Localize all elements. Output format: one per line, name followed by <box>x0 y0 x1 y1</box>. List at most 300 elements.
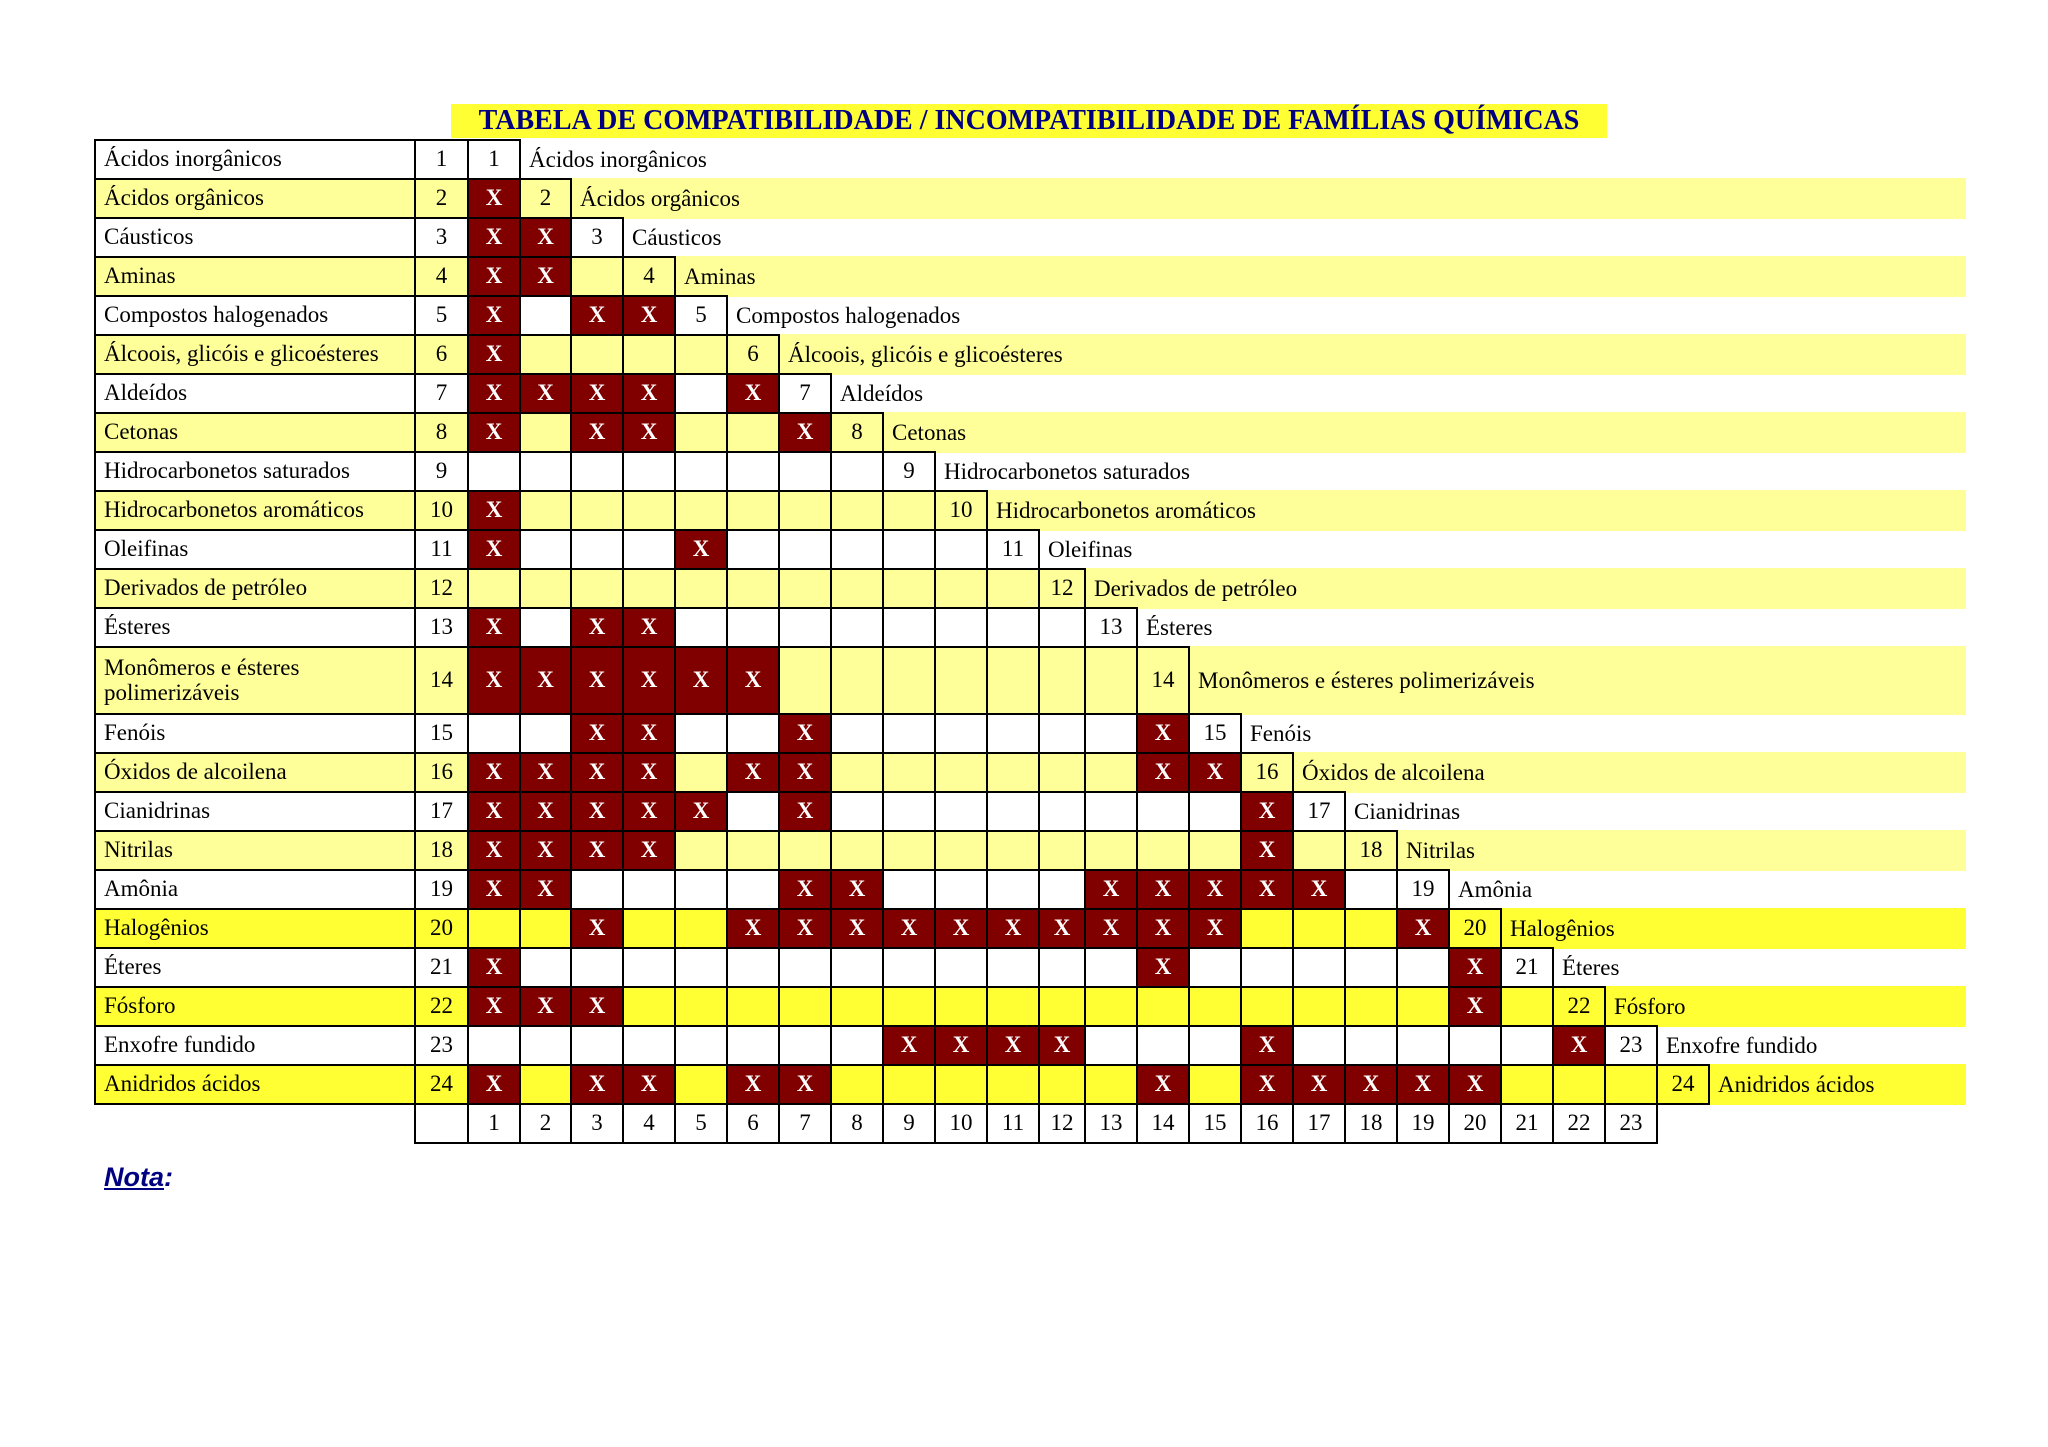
diagonal-label-12: Derivados de petróleo <box>1094 575 1298 601</box>
diagonal-label-4: Aminas <box>684 263 756 289</box>
matrix-cell <box>934 529 988 570</box>
column-number-21: 21 <box>1500 1103 1554 1144</box>
diagonal-number-21: 21 <box>1500 947 1554 988</box>
diagonal-number-5: 5 <box>674 295 728 336</box>
family-number-16: 16 <box>414 752 469 793</box>
matrix-cell <box>1038 947 1086 988</box>
matrix-cell <box>1084 1025 1138 1066</box>
matrix-cell <box>674 947 728 988</box>
family-number-4: 4 <box>414 256 469 297</box>
family-name-21: Éteres <box>94 947 416 988</box>
matrix-cell <box>1500 1064 1554 1105</box>
matrix-cell <box>1396 986 1450 1027</box>
incompatible-mark: X <box>519 217 572 258</box>
diagonal-number-2: 2 <box>519 178 572 219</box>
family-name-4: Aminas <box>94 256 416 297</box>
incompatible-mark: X <box>570 791 624 832</box>
incompatible-mark: X <box>934 908 988 949</box>
diagonal-label-20: Halogênios <box>1510 915 1615 941</box>
incompatible-mark: X <box>674 646 728 715</box>
matrix-cell <box>519 947 572 988</box>
diagonal-label-14: Monômeros e ésteres polimerizáveis <box>1198 667 1535 693</box>
matrix-cell <box>674 752 728 793</box>
matrix-cell <box>882 529 936 570</box>
family-number-22: 22 <box>414 986 469 1027</box>
diagonal-number-22: 22 <box>1552 986 1606 1027</box>
incompatible-mark: X <box>934 1025 988 1066</box>
incompatible-mark: X <box>467 178 521 219</box>
matrix-cell <box>726 607 780 648</box>
matrix-cell <box>1396 947 1450 988</box>
family-number-15: 15 <box>414 713 469 754</box>
diagonal-label-5: Compostos halogenados <box>736 302 961 328</box>
matrix-cell <box>726 869 780 910</box>
diagonal-number-19: 19 <box>1396 869 1450 910</box>
incompatible-mark: X <box>1136 713 1190 754</box>
diagonal-number-17: 17 <box>1292 791 1346 832</box>
matrix-cell <box>934 752 988 793</box>
matrix-cell <box>830 986 884 1027</box>
matrix-cell <box>570 947 624 988</box>
matrix-cell <box>882 947 936 988</box>
incompatible-mark: X <box>622 646 676 715</box>
matrix-cell <box>934 568 988 609</box>
matrix-cell <box>726 529 780 570</box>
matrix-cell <box>674 1064 728 1105</box>
diagonal-label-15: Fenóis <box>1250 720 1312 746</box>
column-number-18: 18 <box>1344 1103 1398 1144</box>
matrix-cell <box>1240 947 1294 988</box>
incompatible-mark: X <box>726 646 780 715</box>
incompatible-mark: X <box>519 791 572 832</box>
incompatible-mark: X <box>467 373 521 414</box>
incompatible-mark: X <box>467 869 521 910</box>
column-number-10: 10 <box>934 1103 988 1144</box>
incompatible-mark: X <box>622 1064 676 1105</box>
diagonal-label-10: Hidrocarbonetos aromáticos <box>996 497 1256 523</box>
incompatible-mark: X <box>674 529 728 570</box>
matrix-cell <box>1038 791 1086 832</box>
incompatible-mark: X <box>1240 1064 1294 1105</box>
incompatible-mark: X <box>1396 1064 1450 1105</box>
incompatible-mark: X <box>519 986 572 1027</box>
diagonal-label-21: Éteres <box>1562 954 1620 980</box>
matrix-cell <box>882 568 936 609</box>
family-number-8: 8 <box>414 412 469 453</box>
diagonal-label-9: Hidrocarbonetos saturados <box>944 458 1190 484</box>
incompatible-mark: X <box>1188 752 1242 793</box>
family-number-14: 14 <box>414 646 469 715</box>
matrix-cell <box>1188 947 1242 988</box>
family-number-10: 10 <box>414 490 469 531</box>
matrix-cell <box>726 713 780 754</box>
matrix-cell <box>674 1025 728 1066</box>
matrix-cell <box>778 947 832 988</box>
family-number-2: 2 <box>414 178 469 219</box>
bottom-axis-blank <box>414 1103 469 1144</box>
matrix-cell <box>986 1064 1040 1105</box>
matrix-cell <box>726 947 780 988</box>
matrix-cell <box>986 947 1040 988</box>
matrix-cell <box>519 568 572 609</box>
matrix-cell <box>1136 830 1190 871</box>
incompatible-mark: X <box>1084 908 1138 949</box>
incompatible-mark: X <box>570 830 624 871</box>
incompatible-mark: X <box>778 752 832 793</box>
matrix-cell <box>467 713 521 754</box>
matrix-cell <box>1136 1025 1190 1066</box>
family-name-17: Cianidrinas <box>94 791 416 832</box>
diagonal-label-1: Ácidos inorgânicos <box>529 146 707 172</box>
matrix-cell <box>1344 869 1398 910</box>
incompatible-mark: X <box>1136 869 1190 910</box>
matrix-cell <box>622 490 676 531</box>
matrix-cell <box>674 830 728 871</box>
matrix-cell <box>674 869 728 910</box>
incompatible-mark: X <box>1240 830 1294 871</box>
incompatible-mark: X <box>570 713 624 754</box>
incompatible-mark: X <box>1240 1025 1294 1066</box>
matrix-cell <box>726 791 780 832</box>
matrix-cell <box>1344 908 1398 949</box>
matrix-cell <box>1084 947 1138 988</box>
diagonal-number-15: 15 <box>1188 713 1242 754</box>
matrix-cell <box>519 908 572 949</box>
column-number-9: 9 <box>882 1103 936 1144</box>
incompatible-mark: X <box>778 412 832 453</box>
matrix-cell <box>622 451 676 492</box>
family-number-7: 7 <box>414 373 469 414</box>
incompatible-mark: X <box>622 830 676 871</box>
matrix-cell <box>1344 986 1398 1027</box>
matrix-cell <box>830 529 884 570</box>
column-number-11: 11 <box>986 1103 1040 1144</box>
family-number-1: 1 <box>414 139 469 180</box>
matrix-cell <box>674 713 728 754</box>
matrix-cell <box>1038 830 1086 871</box>
matrix-cell <box>934 1064 988 1105</box>
matrix-cell <box>674 373 728 414</box>
matrix-cell <box>934 947 988 988</box>
diagonal-number-11: 11 <box>986 529 1040 570</box>
matrix-cell <box>570 334 624 375</box>
matrix-cell <box>519 1025 572 1066</box>
matrix-cell <box>519 451 572 492</box>
matrix-cell <box>674 908 728 949</box>
incompatible-mark: X <box>1448 986 1502 1027</box>
matrix-cell <box>830 1064 884 1105</box>
matrix-cell <box>986 869 1040 910</box>
matrix-cell <box>830 490 884 531</box>
diagonal-label-2: Ácidos orgânicos <box>580 185 740 211</box>
matrix-cell <box>778 451 832 492</box>
incompatible-mark: X <box>1292 1064 1346 1105</box>
matrix-cell <box>1084 713 1138 754</box>
matrix-cell <box>1344 1025 1398 1066</box>
column-number-2: 2 <box>519 1103 572 1144</box>
matrix-cell <box>1038 1064 1086 1105</box>
diagonal-number-14: 14 <box>1136 646 1190 715</box>
diagonal-number-4: 4 <box>622 256 676 297</box>
family-number-6: 6 <box>414 334 469 375</box>
incompatible-mark: X <box>986 1025 1040 1066</box>
incompatible-mark: X <box>778 869 832 910</box>
matrix-cell <box>519 490 572 531</box>
family-number-17: 17 <box>414 791 469 832</box>
incompatible-mark: X <box>519 830 572 871</box>
matrix-cell <box>1084 1064 1138 1105</box>
incompatible-mark: X <box>467 986 521 1027</box>
family-number-24: 24 <box>414 1064 469 1105</box>
incompatible-mark: X <box>467 646 521 715</box>
matrix-cell <box>519 295 572 336</box>
incompatible-mark: X <box>986 908 1040 949</box>
incompatible-mark: X <box>830 869 884 910</box>
incompatible-mark: X <box>882 908 936 949</box>
matrix-cell <box>726 490 780 531</box>
diagonal-number-13: 13 <box>1084 607 1138 648</box>
matrix-cell <box>467 908 521 949</box>
matrix-cell <box>1552 1064 1606 1105</box>
incompatible-mark: X <box>1136 947 1190 988</box>
matrix-cell <box>882 869 936 910</box>
incompatible-mark: X <box>467 1064 521 1105</box>
family-name-16: Óxidos de alcoilena <box>94 752 416 793</box>
page-title: TABELA DE COMPATIBILIDADE / INCOMPATIBILIDADE DE FAMÍLIAS QUÍMICAS <box>451 104 1607 138</box>
family-name-14: Monômeros e ésteres polimerizáveis <box>94 646 416 715</box>
diagonal-number-12: 12 <box>1038 568 1086 609</box>
family-name-2: Ácidos orgânicos <box>94 178 416 219</box>
matrix-cell <box>467 1025 521 1066</box>
matrix-cell <box>570 869 624 910</box>
incompatible-mark: X <box>467 295 521 336</box>
family-name-9: Hidrocarbonetos saturados <box>94 451 416 492</box>
matrix-cell <box>519 1064 572 1105</box>
matrix-cell <box>726 1025 780 1066</box>
matrix-cell <box>1188 986 1242 1027</box>
matrix-cell <box>570 451 624 492</box>
matrix-cell <box>1604 1064 1658 1105</box>
family-number-18: 18 <box>414 830 469 871</box>
matrix-cell <box>622 947 676 988</box>
diagonal-number-10: 10 <box>934 490 988 531</box>
diagonal-number-23: 23 <box>1604 1025 1658 1066</box>
incompatible-mark: X <box>570 986 624 1027</box>
matrix-cell <box>570 568 624 609</box>
column-number-16: 16 <box>1240 1103 1294 1144</box>
family-number-21: 21 <box>414 947 469 988</box>
matrix-cell <box>1038 986 1086 1027</box>
matrix-cell <box>778 529 832 570</box>
family-name-11: Oleifinas <box>94 529 416 570</box>
matrix-cell <box>986 986 1040 1027</box>
matrix-cell <box>467 568 521 609</box>
column-number-12: 12 <box>1038 1103 1086 1144</box>
matrix-cell <box>778 1025 832 1066</box>
incompatible-mark: X <box>622 412 676 453</box>
family-number-23: 23 <box>414 1025 469 1066</box>
matrix-cell <box>934 986 988 1027</box>
incompatible-mark: X <box>519 256 572 297</box>
diagonal-number-24: 24 <box>1656 1064 1710 1105</box>
diagonal-number-18: 18 <box>1344 830 1398 871</box>
diagonal-label-3: Cáusticos <box>632 224 722 250</box>
incompatible-mark: X <box>467 256 521 297</box>
matrix-cell <box>934 830 988 871</box>
family-name-10: Hidrocarbonetos aromáticos <box>94 490 416 531</box>
incompatible-mark: X <box>570 752 624 793</box>
matrix-cell <box>467 451 521 492</box>
incompatible-mark: X <box>467 529 521 570</box>
matrix-cell <box>1396 1025 1450 1066</box>
matrix-cell <box>986 713 1040 754</box>
family-number-20: 20 <box>414 908 469 949</box>
incompatible-mark: X <box>467 947 521 988</box>
incompatible-mark: X <box>467 791 521 832</box>
column-number-4: 4 <box>622 1103 676 1144</box>
family-name-7: Aldeídos <box>94 373 416 414</box>
matrix-cell <box>830 646 884 715</box>
diagonal-number-3: 3 <box>570 217 624 258</box>
family-name-20: Halogênios <box>94 908 416 949</box>
incompatible-mark: X <box>1396 908 1450 949</box>
matrix-cell <box>674 334 728 375</box>
matrix-cell <box>519 713 572 754</box>
matrix-cell <box>726 986 780 1027</box>
matrix-cell <box>934 869 988 910</box>
incompatible-mark: X <box>726 752 780 793</box>
matrix-cell <box>519 412 572 453</box>
matrix-cell <box>830 791 884 832</box>
matrix-cell <box>882 607 936 648</box>
matrix-cell <box>778 490 832 531</box>
diagonal-number-8: 8 <box>830 412 884 453</box>
incompatible-mark: X <box>778 713 832 754</box>
family-name-15: Fenóis <box>94 713 416 754</box>
family-number-11: 11 <box>414 529 469 570</box>
matrix-cell <box>1084 646 1138 715</box>
incompatible-mark: X <box>1136 752 1190 793</box>
matrix-cell <box>570 490 624 531</box>
matrix-cell <box>1500 986 1554 1027</box>
column-number-8: 8 <box>830 1103 884 1144</box>
matrix-cell <box>778 986 832 1027</box>
diagonal-label-7: Aldeídos <box>840 380 924 406</box>
matrix-cell <box>1136 986 1190 1027</box>
matrix-cell <box>1084 791 1138 832</box>
diagonal-label-8: Cetonas <box>892 419 967 445</box>
matrix-cell <box>1240 986 1294 1027</box>
matrix-cell <box>1188 1064 1242 1105</box>
matrix-cell <box>1500 1025 1554 1066</box>
matrix-cell <box>726 412 780 453</box>
incompatible-mark: X <box>622 713 676 754</box>
matrix-cell <box>1136 791 1190 832</box>
matrix-cell <box>622 568 676 609</box>
matrix-cell <box>622 908 676 949</box>
note-label-text: Nota <box>104 1162 164 1192</box>
matrix-cell <box>830 451 884 492</box>
incompatible-mark: X <box>467 217 521 258</box>
family-number-5: 5 <box>414 295 469 336</box>
matrix-cell <box>1292 947 1346 988</box>
matrix-cell <box>1084 830 1138 871</box>
matrix-cell <box>519 529 572 570</box>
matrix-cell <box>674 986 728 1027</box>
column-number-19: 19 <box>1396 1103 1450 1144</box>
matrix-cell <box>519 607 572 648</box>
incompatible-mark: X <box>778 1064 832 1105</box>
family-name-6: Álcoois, glicóis e glicoésteres <box>94 334 416 375</box>
diagonal-number-9: 9 <box>882 451 936 492</box>
matrix-cell <box>674 568 728 609</box>
incompatible-mark: X <box>1038 908 1086 949</box>
incompatible-mark: X <box>622 607 676 648</box>
diagonal-label-24: Anidridos ácidos <box>1718 1071 1875 1097</box>
incompatible-mark: X <box>1136 1064 1190 1105</box>
matrix-cell <box>1038 752 1086 793</box>
matrix-cell <box>726 451 780 492</box>
incompatible-mark: X <box>1344 1064 1398 1105</box>
matrix-cell <box>882 490 936 531</box>
incompatible-mark: X <box>1038 1025 1086 1066</box>
family-name-3: Cáusticos <box>94 217 416 258</box>
matrix-cell <box>882 830 936 871</box>
column-number-14: 14 <box>1136 1103 1190 1144</box>
matrix-cell <box>830 830 884 871</box>
incompatible-mark: X <box>570 908 624 949</box>
matrix-cell <box>882 752 936 793</box>
matrix-cell <box>674 451 728 492</box>
matrix-cell <box>830 1025 884 1066</box>
incompatible-mark: X <box>1240 869 1294 910</box>
column-number-7: 7 <box>778 1103 832 1144</box>
incompatible-mark: X <box>570 607 624 648</box>
matrix-cell <box>1292 908 1346 949</box>
family-name-22: Fósforo <box>94 986 416 1027</box>
incompatible-mark: X <box>570 373 624 414</box>
matrix-cell <box>778 830 832 871</box>
matrix-cell <box>986 752 1040 793</box>
incompatible-mark: X <box>1552 1025 1606 1066</box>
family-name-18: Nitrilas <box>94 830 416 871</box>
column-number-3: 3 <box>570 1103 624 1144</box>
incompatible-mark: X <box>1448 1064 1502 1105</box>
incompatible-mark: X <box>622 791 676 832</box>
matrix-cell <box>986 607 1040 648</box>
incompatible-mark: X <box>622 373 676 414</box>
column-number-5: 5 <box>674 1103 728 1144</box>
matrix-cell <box>726 568 780 609</box>
matrix-cell <box>1084 752 1138 793</box>
incompatible-mark: X <box>726 373 780 414</box>
family-name-23: Enxofre fundido <box>94 1025 416 1066</box>
matrix-cell <box>882 986 936 1027</box>
matrix-cell <box>570 529 624 570</box>
matrix-cell <box>830 752 884 793</box>
diagonal-number-7: 7 <box>778 373 832 414</box>
matrix-cell <box>830 713 884 754</box>
incompatible-mark: X <box>467 490 521 531</box>
matrix-cell <box>882 791 936 832</box>
family-number-19: 19 <box>414 869 469 910</box>
matrix-cell <box>778 646 832 715</box>
matrix-cell <box>830 568 884 609</box>
incompatible-mark: X <box>1292 869 1346 910</box>
incompatible-mark: X <box>570 1064 624 1105</box>
column-number-23: 23 <box>1604 1103 1658 1144</box>
family-name-5: Compostos halogenados <box>94 295 416 336</box>
